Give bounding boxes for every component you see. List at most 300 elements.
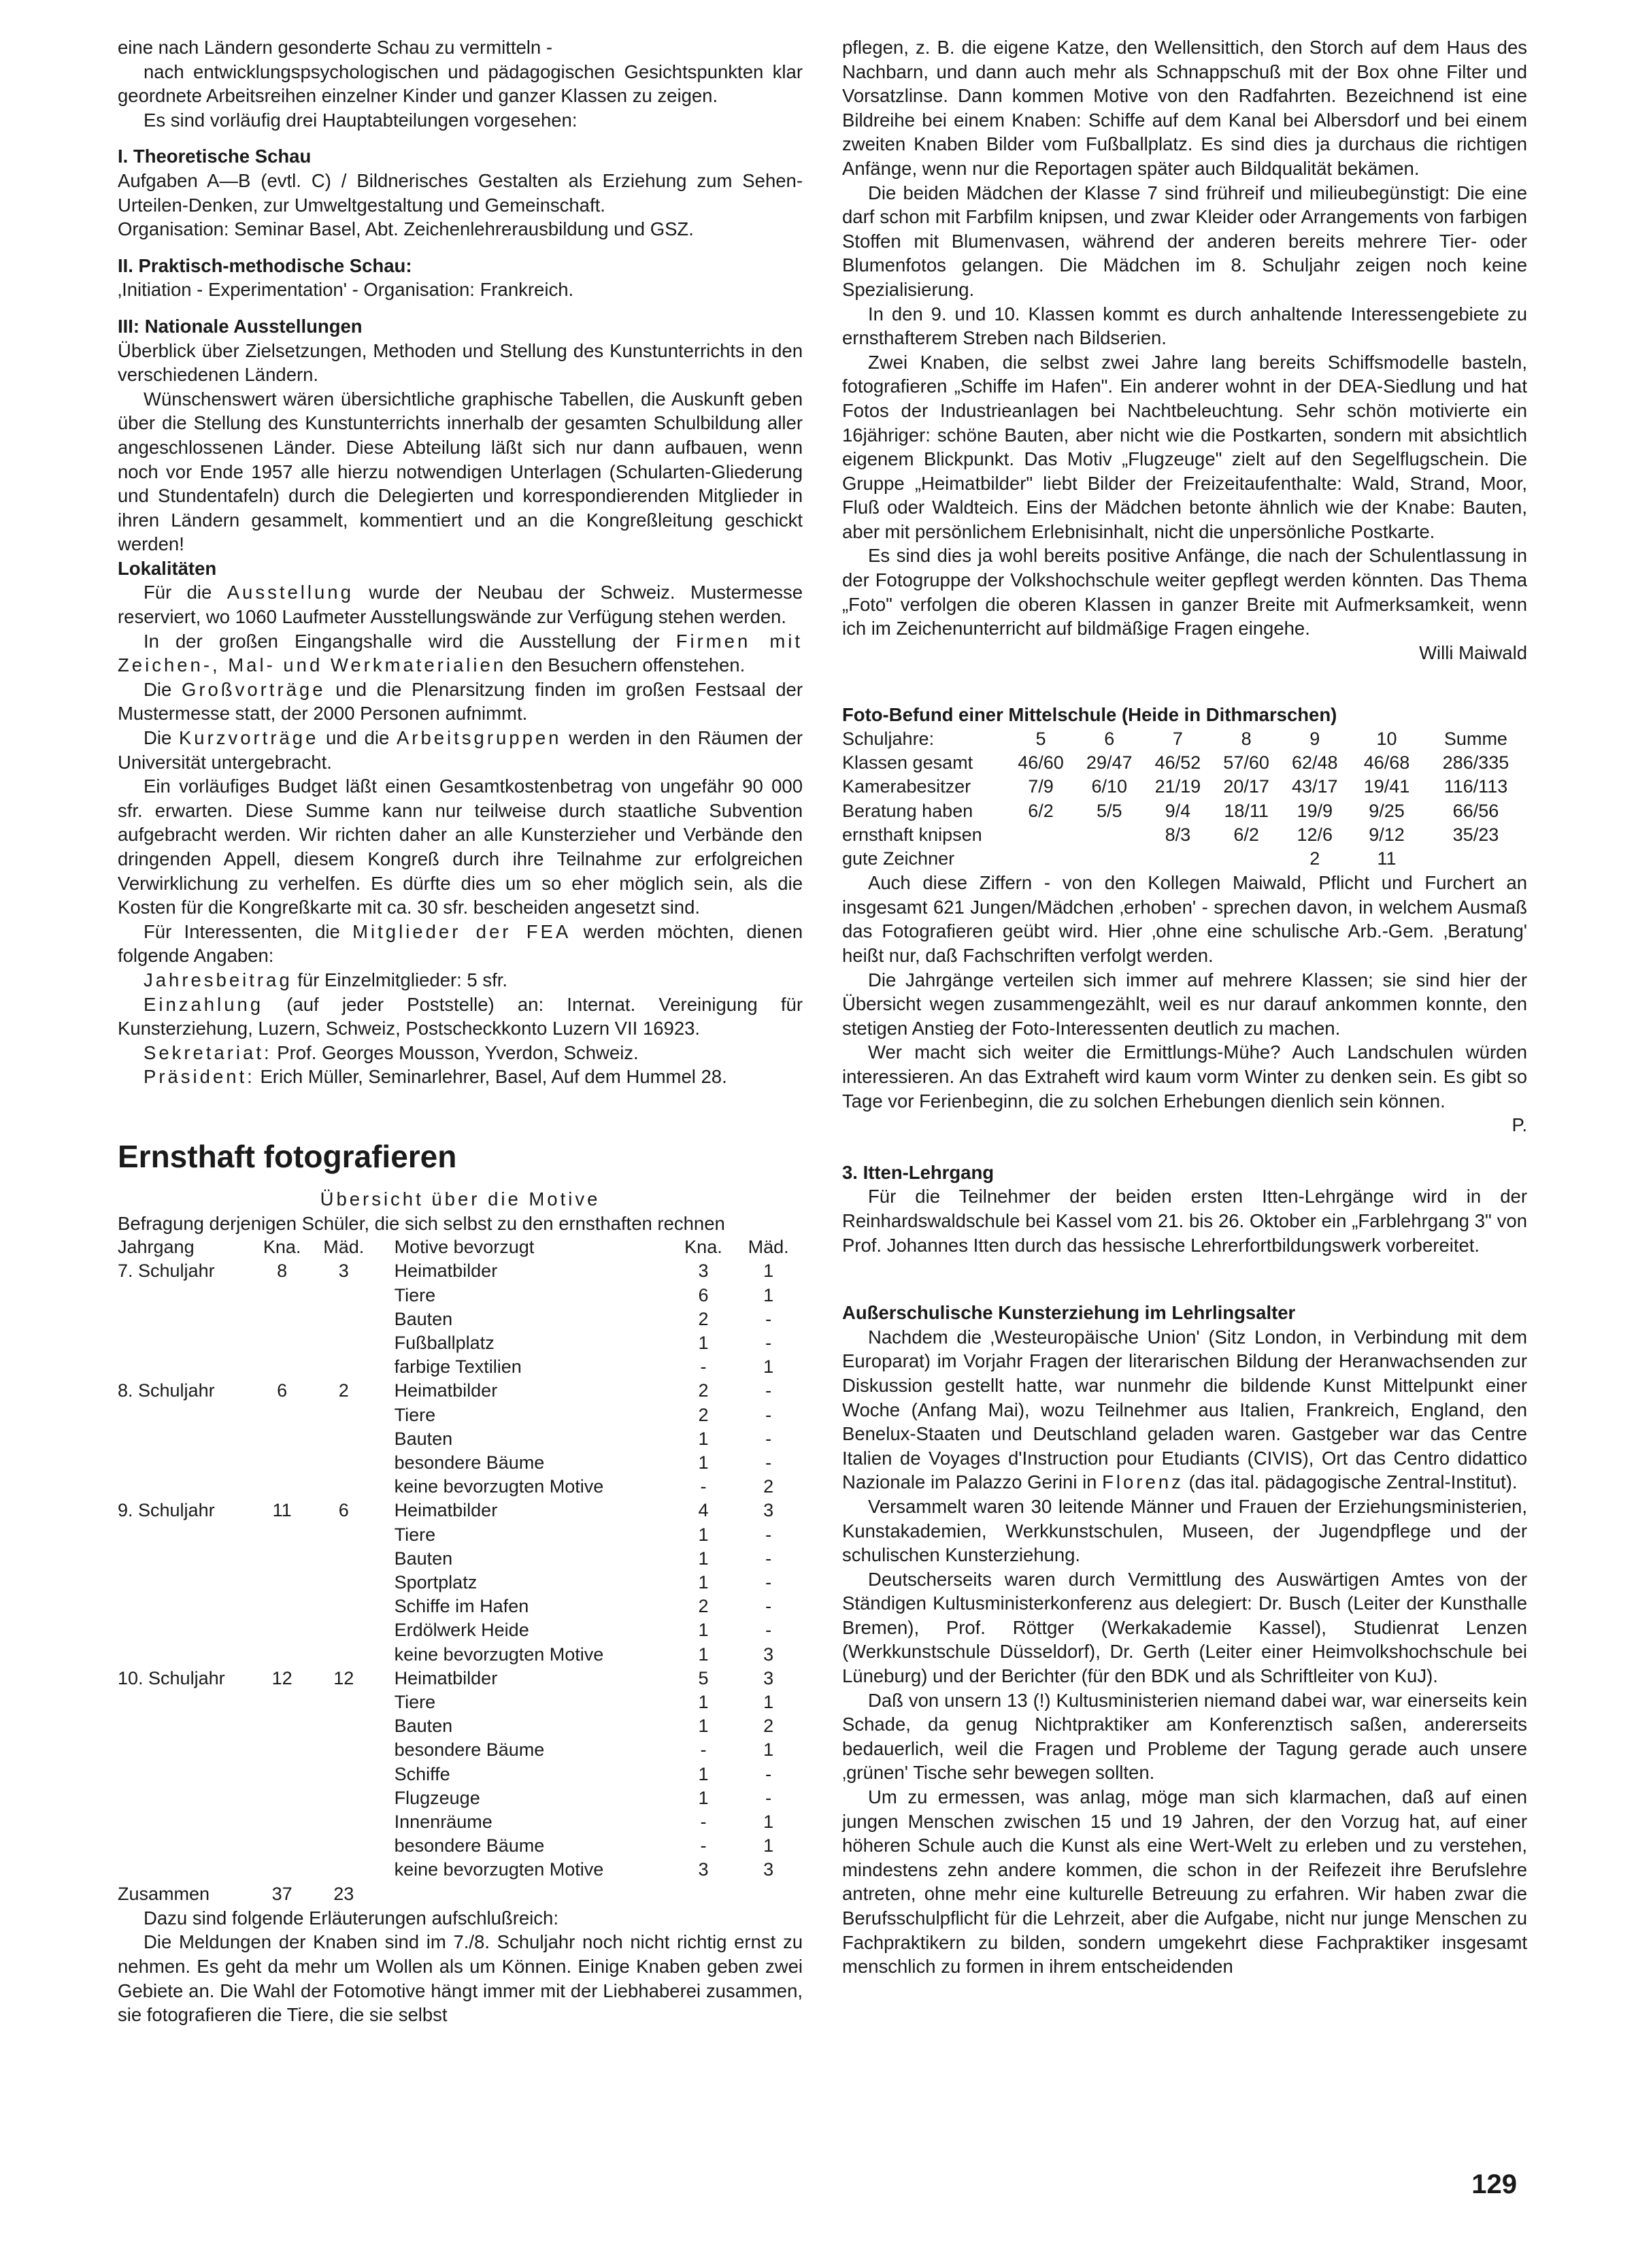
survey-cell xyxy=(118,1858,254,1882)
lokalitaeten-p1: Für die Ausstellung wurde der Neubau der Schweiz. Mustermesse reserviert, wo 1060 Laufmeter Ausstellungswände zur Verfügung stehen werden. xyxy=(118,582,803,628)
info-sekretariat: Sekretariat: Prof. Georges Mousson, Yverdon, Schweiz. xyxy=(144,1041,639,1063)
article-title: Ernsthaft fotografieren xyxy=(118,1138,457,1174)
survey-cell xyxy=(673,1882,735,1906)
info-einzahlung: Einzahlung (auf jeder Poststelle) an: Internat. Vereinigung für Kunsterziehung, Luzern, Schweiz, Postscheckkonto Luzern VII 16923. xyxy=(118,993,803,1039)
survey-cell: 3 xyxy=(763,1667,774,1688)
survey-cell xyxy=(254,1571,310,1595)
survey-cell: 2 xyxy=(763,1716,774,1737)
survey-cell xyxy=(118,1786,254,1810)
survey-cell: 8. Schuljahr xyxy=(118,1380,215,1401)
survey-cell: besondere Bäume xyxy=(394,1452,545,1473)
foto-cell: gute Zeichner xyxy=(842,848,955,869)
survey-cell xyxy=(118,1571,254,1595)
survey-cell: Tiere xyxy=(394,1404,436,1425)
survey-cell: keine bevorzugten Motive xyxy=(394,1644,604,1665)
survey-row xyxy=(118,1475,803,1499)
survey-cell: - xyxy=(700,1835,707,1856)
foto-cell: Beratung haben xyxy=(842,800,973,821)
survey-cell: Heimatbilder xyxy=(394,1667,498,1688)
foto-cell: 46/60 xyxy=(1018,752,1064,773)
foto-header-cell: Schuljahre: xyxy=(842,729,935,750)
survey-row xyxy=(118,1714,803,1738)
survey-row xyxy=(118,1403,803,1427)
survey-cell xyxy=(310,1834,378,1858)
survey-cell: Heimatbilder xyxy=(394,1380,498,1401)
survey-row xyxy=(118,1284,803,1307)
section-1-org: Organisation: Seminar Basel, Abt. Zeichenlehrerausbildung und GSZ. xyxy=(118,218,694,240)
survey-cell: Tiere xyxy=(394,1691,436,1712)
survey-cell: 3 xyxy=(338,1261,349,1282)
foto-row xyxy=(842,751,1527,775)
survey-cell: 2 xyxy=(338,1380,349,1401)
survey-cell: 3 xyxy=(698,1859,709,1880)
left-column xyxy=(118,35,803,2027)
right-p2: Die beiden Mädchen der Klasse 7 sind frühreif und milieubegünstigt: Die eine darf schon mit Farbfilm knipsen, und zwar Kleider oder Arrangements von farbigen Stoffen mit Blumenvasen, während der anderen bereits mehrere Tier- oder Blumenfotos gelangen. Die Mädchen im 8. Schuljahr zeigen noch keine Spezialisierung. xyxy=(842,182,1527,300)
survey-cell: 9. Schuljahr xyxy=(118,1500,215,1521)
lokalitaeten-p2: In der großen Eingangshalle wird die Ausstellung der Firmen mit Zeichen-, Mal- und Werkmaterialien den Besuchern offenstehen. xyxy=(118,630,803,676)
survey-cell: keine bevorzugten Motive xyxy=(394,1859,604,1880)
right-q1: Auch diese Ziffern - von den Kollegen Maiwald, Pflicht und Furchert an insgesamt 621 Jungen/Mädchen ‚erhoben' - sprechen davon, in welchem Ausmaß das Fotografieren geübt wird. Hier ‚ohne eine schulische Arb.-Gem. ‚Beratung' heißt nur, daß Fachschriften verfolgt werden. xyxy=(842,872,1527,967)
survey-cell: - xyxy=(765,1308,772,1329)
itten-title: 3. Itten-Lehrgang xyxy=(842,1161,995,1183)
survey-cell xyxy=(118,1523,254,1547)
lokalitaeten-p4: Die Kurzvorträge und die Arbeitsgruppen werden in den Räumen der Universität untergebracht. xyxy=(118,727,803,773)
survey-cell: Bauten xyxy=(394,1548,453,1569)
section-1-text: Aufgaben A—B (evtl. C) / Bildnerisches Gestalten als Erziehung zum Sehen-Urteilen-Denken, zur Umweltgestaltung und Gemeinschaft. xyxy=(118,169,803,216)
survey-cell: 1 xyxy=(698,1548,709,1569)
ausserschulisch-p3: Deutscherseits waren durch Vermittlung des Auswärtigen Amtes von der Ständigen Kultusministerkonferenz aus delegiert: Dr. Busch (Leiter der Kunsthalle Bremen), Prof. Röttger (Werkakademie Kassel), Studienrat Lenzen (Werkkunstschule Düsseldorf), Dr. Gerth (Leiter einer Heimvolkshochschule bei Lüneburg) und der Berichter (für den BDK und als Schriftleiter von KuJ). xyxy=(842,1568,1527,1687)
survey-cell xyxy=(254,1690,310,1714)
survey-cell xyxy=(310,1595,378,1618)
survey-cell: Innenräume xyxy=(394,1812,493,1832)
survey-cell xyxy=(254,1307,310,1331)
foto-cell: 57/60 xyxy=(1223,752,1269,773)
itten-text: Für die Teilnehmer der beiden ersten Itten-Lehrgänge wird in der Reinhardswaldschule bei Kassel vom 21. bis 26. Oktober ein „Farblehrgang 3" von Prof. Johannes Itten durch das hessische Lehrerfortbildungswerk vorbereitet. xyxy=(842,1186,1527,1256)
survey-cell: Heimatbilder xyxy=(394,1261,498,1282)
survey-cell xyxy=(254,1763,310,1786)
foto-header-cell: Summe xyxy=(1443,729,1507,750)
survey-cell xyxy=(310,1690,378,1714)
foto-cell: 7/9 xyxy=(1028,776,1054,797)
lokalitaeten-p5: Ein vorläufiges Budget läßt einen Gesamtkostenbetrag von ungefähr 90 000 sfr. erwarten. Diese Summe kann nur teilweise durch staatliche Subvention aufgebracht werden. Wir richten daher an alle Kunsterzieher und Verbände den dringenden Appell, diesem Kongreß durch ihre Teilnahme zur erfolgreichen Verwirklichung zu verhelfen. Es dürfte dies um so eher möglich sein, als die Kosten für die Kongreßkarte mit ca. 30 sfr. bescheiden angesetzt sind. xyxy=(118,776,803,918)
survey-cell: - xyxy=(700,1356,707,1378)
foto-cell: 43/17 xyxy=(1291,776,1338,797)
foto-cell: 9/4 xyxy=(1165,800,1191,821)
lokalitaeten-title: Lokalitäten xyxy=(118,557,217,579)
foto-cell: 6/2 xyxy=(1233,824,1259,845)
survey-cell xyxy=(254,1427,310,1451)
survey-cell xyxy=(254,1714,310,1738)
survey-cell: 2 xyxy=(698,1404,709,1425)
survey-cell xyxy=(254,1834,310,1858)
survey-cell: 5 xyxy=(698,1667,709,1688)
survey-cell: 1 xyxy=(698,1763,709,1784)
survey-row xyxy=(118,1618,803,1642)
foto-cell xyxy=(1212,847,1281,871)
survey-cell: - xyxy=(765,1548,772,1569)
survey-cell: - xyxy=(765,1404,772,1425)
ausserschulisch-title: Außerschulische Kunsterziehung im Lehrlingsalter xyxy=(842,1302,1296,1324)
survey-cell: - xyxy=(700,1739,707,1761)
survey-cell xyxy=(254,1475,310,1499)
survey-cell: 3 xyxy=(763,1500,774,1521)
survey-cell: - xyxy=(700,1812,707,1832)
section-3-title: III: Nationale Ausstellungen xyxy=(118,315,363,337)
survey-cell xyxy=(310,1858,378,1882)
survey-cell xyxy=(118,1618,254,1642)
survey-cell: - xyxy=(765,1787,772,1808)
survey-table xyxy=(118,1235,803,1906)
foto-cell: 2 xyxy=(1309,848,1320,869)
survey-cell: Schiffe im Hafen xyxy=(394,1596,529,1617)
foto-cell: 12/6 xyxy=(1297,824,1333,845)
survey-cell: 1 xyxy=(763,1835,774,1856)
survey-row xyxy=(118,1738,803,1762)
survey-header-row xyxy=(118,1235,803,1259)
foto-row xyxy=(842,847,1527,871)
foto-cell: 5/5 xyxy=(1096,800,1122,821)
survey-cell xyxy=(118,1643,254,1667)
intro-line-2: nach entwicklungspsychologischen und pädagogischen Gesichtspunkten klar geordnete Arbeitsreihen einzelner Kinder und ganzer Klassen zu zeigen. xyxy=(118,61,803,107)
survey-cell xyxy=(310,1786,378,1810)
survey-cell: Tiere xyxy=(394,1524,436,1545)
foto-cell xyxy=(1075,823,1143,847)
right-q2: Die Jahrgänge verteilen sich immer auf mehrere Klassen; sie sind hier der Übersicht wegen zusammengezählt, weil es nur darauf ankommen konnte, den stetigen Anstieg der Foto-Interessenten deutlich zu machen. xyxy=(842,969,1527,1039)
survey-cell: Bauten xyxy=(394,1716,453,1737)
survey-cell: Bauten xyxy=(394,1308,453,1329)
survey-cell xyxy=(378,1882,673,1906)
right-p3: In den 9. und 10. Klassen kommt es durch anhaltende Interessengebiete zu ernsthafterem Streben nach Bildserien. xyxy=(842,303,1527,349)
survey-header-cell: Kna. xyxy=(263,1237,301,1258)
survey-cell xyxy=(310,1571,378,1595)
survey-cell: 1 xyxy=(763,1284,774,1305)
survey-cell: besondere Bäume xyxy=(394,1739,545,1761)
survey-row xyxy=(118,1595,803,1618)
survey-row xyxy=(118,1834,803,1858)
survey-cell xyxy=(118,1284,254,1307)
survey-cell: 1 xyxy=(698,1620,709,1641)
survey-cell: Sportplatz xyxy=(394,1571,478,1592)
intro-line-1: eine nach Ländern gesonderte Schau zu vermitteln - xyxy=(118,37,553,58)
foto-header-cell: 9 xyxy=(1309,729,1320,750)
survey-header-cell: Motive bevorzugt xyxy=(394,1237,535,1258)
survey-cell xyxy=(310,1763,378,1786)
section-3-text-2: Wünschenswert wären übersichtliche graphische Tabellen, die Auskunft geben über die Stellung des Kunstunterrichts innerhalb der gesamten Schulbildung aller angeschlossenen Länder. Diese Abteilung läßt sich nur dann aufbauen, wenn noch vor Ende 1957 alle hierzu notwendigen Unterlagen (Schularten-Gliederung und Stundentafeln) durch die Delegierten und korrespondierenden Mitglieder in ihren Ländern gesammelt, kommentiert und an die Kongreßleitung geschickt werden! xyxy=(118,388,803,555)
foto-cell: Kamerabesitzer xyxy=(842,776,971,797)
foto-cell xyxy=(1007,847,1075,871)
survey-cell: 12 xyxy=(271,1667,293,1688)
foto-cell: 18/11 xyxy=(1224,800,1269,821)
survey-cell xyxy=(310,1331,378,1355)
survey-cell xyxy=(310,1451,378,1475)
foto-row xyxy=(842,823,1527,847)
foto-cell: 46/52 xyxy=(1154,752,1201,773)
foto-cell: 62/48 xyxy=(1291,752,1338,773)
survey-cell xyxy=(734,1882,803,1906)
survey-cell: 1 xyxy=(698,1716,709,1737)
section-2-text: ‚Initiation - Experimentation' - Organisation: Frankreich. xyxy=(118,279,574,301)
survey-cell xyxy=(118,1834,254,1858)
foto-cell xyxy=(1075,847,1143,871)
foto-cell: 8/3 xyxy=(1165,824,1191,845)
survey-cell: Fußballplatz xyxy=(394,1332,495,1353)
survey-header-cell: Mäd. xyxy=(323,1237,365,1258)
foto-cell: 6/2 xyxy=(1028,800,1054,821)
survey-cell xyxy=(118,1331,254,1355)
survey-cell: besondere Bäume xyxy=(394,1835,545,1856)
survey-cell: 2 xyxy=(698,1308,709,1329)
right-column xyxy=(842,35,1527,1979)
survey-cell: 1 xyxy=(698,1691,709,1712)
info-praesident: Präsident: Erich Müller, Seminarlehrer, Basel, Auf dem Hummel 28. xyxy=(144,1066,727,1088)
survey-row xyxy=(118,1571,803,1595)
survey-cell xyxy=(118,1355,254,1379)
section-1-title: I. Theoretische Schau xyxy=(118,146,312,167)
foto-cell: 9/12 xyxy=(1369,824,1405,845)
survey-cell xyxy=(254,1331,310,1355)
survey-cell: 2 xyxy=(698,1380,709,1401)
survey-cell xyxy=(310,1714,378,1738)
survey-cell xyxy=(310,1307,378,1331)
right-p4: Zwei Knaben, die selbst zwei Jahre lang bereits Schiffsmodelle basteln, fotografieren „Schiffe im Hafen". Ein anderer wohnt in der DEA-Siedlung und hat Fotos der Industrieanlagen bei Nachtbeleuchtung. Sehr schön motivierte ein 16jähriger: schöne Bauten, aber nicht wie die Postkarten, sondern mit absichtlich eigenem Blickpunkt. Das Motiv „Flugzeuge" zielt auf den Segelflugschein. Die Gruppe „Heimatbilder" liebt Bilder der Freizeitaufenthalte: Wald, Strand, Moor, Fluß oder Waldteich. Eins der Mädchen betonte ähnlich wie der Knabe: Bauten, aber mit persönlichem Erlebnisinhalt, nicht die unpersönliche Postkarte. xyxy=(842,351,1527,542)
survey-row xyxy=(118,1379,803,1403)
survey-cell xyxy=(118,1714,254,1738)
survey-cell: Schiffe xyxy=(394,1763,450,1784)
survey-cell xyxy=(118,1595,254,1618)
foto-cell: Klassen gesamt xyxy=(842,752,973,773)
survey-cell xyxy=(118,1810,254,1834)
survey-cell: 1 xyxy=(698,1524,709,1545)
survey-cell xyxy=(310,1618,378,1642)
survey-cell: 10. Schuljahr xyxy=(118,1667,225,1688)
survey-subtitle: Übersicht über die Motive xyxy=(320,1188,601,1210)
survey-cell: 1 xyxy=(698,1428,709,1449)
survey-cell xyxy=(310,1523,378,1547)
survey-row xyxy=(118,1763,803,1786)
survey-cell: - xyxy=(765,1380,772,1401)
survey-cell xyxy=(118,1427,254,1451)
survey-cell xyxy=(118,1451,254,1475)
survey-cell: 1 xyxy=(763,1739,774,1761)
survey-cell xyxy=(310,1355,378,1379)
ausserschulisch-p5: Um zu ermessen, was anlag, möge man sich klarmachen, daß auf einen jungen Menschen zwischen 15 und 19 Jahren, der den Vorzug hat, auf einer höheren Schule auch die Kunst als eine Wert-Welt zu erleben und zu verstehen, mindestens zehn andere kommen, die schon in der Reifezeit ihre Berufslehre antreten, ohne mehr eine kulturelle Betreuung zu erfahren. Wir haben zwar die Berufsschulpflicht für die Lehrzeit, aber die Aufgabe, nicht nur junge Menschen zu Fachpraktikern zu bilden, sondern umgekehrt diese Fachpraktiker insgesamt menschlich zu formen in ihrem entscheidenden xyxy=(842,1786,1527,1978)
survey-cell: keine bevorzugten Motive xyxy=(394,1476,604,1497)
foto-cell: ernsthaft knipsen xyxy=(842,824,982,845)
survey-cell xyxy=(118,1738,254,1762)
survey-row xyxy=(118,1882,803,1906)
survey-cell: - xyxy=(700,1476,707,1497)
survey-row xyxy=(118,1786,803,1810)
survey-cell xyxy=(118,1763,254,1786)
survey-cell xyxy=(310,1284,378,1307)
survey-cell xyxy=(254,1810,310,1834)
survey-after-1: Dazu sind folgende Erläuterungen aufschlußreich: xyxy=(144,1907,558,1929)
survey-cell: 1 xyxy=(763,1261,774,1282)
survey-cell xyxy=(254,1643,310,1667)
survey-header-cell: Jahrgang xyxy=(118,1237,195,1258)
foto-befund-title: Foto-Befund einer Mittelschule (Heide in Dithmarschen) xyxy=(842,704,1337,726)
survey-cell: 2 xyxy=(763,1476,774,1497)
foto-cell: 19/9 xyxy=(1297,800,1333,821)
right-p5: Es sind dies ja wohl bereits positive Anfänge, die nach der Schulentlassung in der Fotogruppe der Volkshochschule weiter gepflegt werden könnten. Das Thema „Foto" verfolgen die oberen Klassen in ganzer Breite mit Aufmerksamkeit, wenn ich im Zeichenunterricht auf bildmäßige Fragen eingehe. xyxy=(842,545,1527,639)
survey-cell: - xyxy=(765,1596,772,1617)
lokalitaeten-p3: Die Großvorträge und die Plenarsitzung finden im großen Festsaal der Mustermesse statt, der 2000 Personen aufnimmt. xyxy=(118,678,803,724)
survey-row xyxy=(118,1810,803,1834)
survey-cell xyxy=(254,1858,310,1882)
survey-cell: - xyxy=(765,1428,772,1449)
survey-row xyxy=(118,1451,803,1475)
survey-cell xyxy=(310,1427,378,1451)
survey-cell: 11 xyxy=(272,1500,292,1521)
survey-cell xyxy=(310,1810,378,1834)
foto-cell: 66/56 xyxy=(1452,800,1499,821)
survey-row xyxy=(118,1307,803,1331)
survey-row xyxy=(118,1331,803,1355)
foto-cell xyxy=(1143,847,1212,871)
foto-header-cell: 5 xyxy=(1035,729,1046,750)
survey-cell: 1 xyxy=(763,1812,774,1832)
foto-cell: 19/41 xyxy=(1363,776,1410,797)
survey-intro: Befragung derjenigen Schüler, die sich selbst zu den ernsthaften rechnen xyxy=(118,1212,725,1234)
survey-cell: Heimatbilder xyxy=(394,1500,498,1521)
survey-row xyxy=(118,1858,803,1882)
survey-row xyxy=(118,1499,803,1522)
survey-cell xyxy=(254,1523,310,1547)
survey-cell xyxy=(254,1284,310,1307)
survey-cell xyxy=(310,1403,378,1427)
survey-cell xyxy=(254,1786,310,1810)
foto-row xyxy=(842,775,1527,799)
survey-cell xyxy=(254,1451,310,1475)
survey-cell xyxy=(310,1738,378,1762)
survey-cell: 1 xyxy=(698,1571,709,1592)
survey-cell: - xyxy=(765,1452,772,1473)
survey-cell: 4 xyxy=(698,1500,709,1521)
foto-header-cell: 6 xyxy=(1104,729,1115,750)
survey-header-cell: Mäd. xyxy=(748,1237,789,1258)
survey-cell: - xyxy=(765,1620,772,1641)
survey-cell: 6 xyxy=(698,1284,709,1305)
survey-cell: 1 xyxy=(698,1332,709,1353)
survey-cell xyxy=(254,1547,310,1571)
foto-befund-table xyxy=(842,727,1527,871)
signature-p: P. xyxy=(1512,1114,1527,1136)
survey-cell: - xyxy=(765,1763,772,1784)
survey-cell: farbige Textilien xyxy=(394,1356,522,1378)
survey-cell: Erdölwerk Heide xyxy=(394,1620,529,1641)
page-number: 129 xyxy=(1471,2169,1517,2199)
survey-cell: Tiere xyxy=(394,1284,436,1305)
survey-cell xyxy=(118,1547,254,1571)
foto-header-cell: 8 xyxy=(1241,729,1252,750)
intro-line-3: Es sind vorläufig drei Hauptabteilungen vorgesehen: xyxy=(144,109,578,131)
survey-cell: 6 xyxy=(338,1500,349,1521)
right-p1: pflegen, z. B. die eigene Katze, den Wellensittich, den Storch auf dem Haus des Nachbarn, und dann auch mehr als Schnappschuß mit der Box ohne Filter und Vorsatzlinse. Dann kommen Motive von den Radfahrten. Bezeichnend ist eine Bildreihe bei einem Knaben: Schiffe auf dem Kanal bei Albersdorf und bei einem zweiten Knaben Bilder vom Fußballplatz. Es sind dies ja durchaus die richtigen Anfänge, wenn nur die Reportagen später auch Bildqualität bekämen. xyxy=(842,37,1527,179)
foto-cell: 46/68 xyxy=(1363,752,1410,773)
survey-cell: Flugzeuge xyxy=(394,1787,480,1808)
survey-cell: Zusammen xyxy=(118,1883,210,1904)
survey-cell: 7. Schuljahr xyxy=(118,1261,215,1282)
survey-cell: Bauten xyxy=(394,1428,453,1449)
survey-cell xyxy=(118,1307,254,1331)
survey-cell xyxy=(118,1475,254,1499)
lokalitaeten-p6: Für Interessenten, die Mitglieder der FEA werden möchten, dienen folgende Angaben: xyxy=(118,920,803,967)
foto-cell: 21/19 xyxy=(1154,776,1201,797)
survey-cell: 3 xyxy=(763,1644,774,1665)
survey-cell xyxy=(254,1618,310,1642)
foto-header-cell: 10 xyxy=(1376,729,1397,750)
foto-cell: 11 xyxy=(1377,848,1397,869)
survey-cell xyxy=(254,1403,310,1427)
survey-cell: 6 xyxy=(277,1380,288,1401)
ausserschulisch-p4: Daß von unsern 13 (!) Kultusministerien niemand dabei war, war einerseits kein Schade, da genug Nichtpraktiker am Konferenztisch saßen, andererseits bedauerlich, weil die Fragen und Probleme der Tagung gerade auch unsere ‚grünen' Tische sehr bewegen sollten. xyxy=(842,1689,1527,1784)
survey-cell xyxy=(254,1355,310,1379)
survey-cell: 1 xyxy=(763,1691,774,1712)
foto-cell: 286/335 xyxy=(1442,752,1509,773)
survey-row xyxy=(118,1547,803,1571)
ausserschulisch-p2: Versammelt waren 30 leitende Männer und Frauen der Erziehungsministerien, Kunstakademien, Werkkunstschulen, Museen, der Jugendpflege und der schulischen Kunsterziehung. xyxy=(842,1495,1527,1566)
survey-cell: 1 xyxy=(698,1787,709,1808)
foto-cell: 6/10 xyxy=(1091,776,1127,797)
survey-cell: 1 xyxy=(763,1356,774,1378)
survey-cell xyxy=(254,1595,310,1618)
right-q3: Wer macht sich weiter die Ermittlungs-Mühe? Auch Landschulen würden interessieren. An das Extraheft wird kaum vorm Winter zu denken sein. Es gibt so Tage vor Ferienbeginn, die zu solchen Erhebungen dienlich sein können. xyxy=(842,1041,1527,1112)
foto-row xyxy=(842,799,1527,823)
survey-cell: 12 xyxy=(333,1667,354,1688)
survey-cell: 3 xyxy=(698,1261,709,1282)
survey-cell xyxy=(254,1738,310,1762)
survey-row xyxy=(118,1427,803,1451)
survey-row xyxy=(118,1355,803,1379)
survey-cell xyxy=(118,1403,254,1427)
foto-header-cell: 7 xyxy=(1172,729,1183,750)
survey-cell: - xyxy=(765,1332,772,1353)
foto-cell xyxy=(1424,847,1527,871)
section-2-title: II. Praktisch-methodische Schau: xyxy=(118,254,412,276)
survey-cell: - xyxy=(765,1571,772,1592)
info-jahresbeitrag: Jahresbeitrag für Einzelmitglieder: 5 sfr. xyxy=(144,969,507,990)
survey-row xyxy=(118,1259,803,1283)
signature-maiwald: Willi Maiwald xyxy=(1419,641,1527,663)
foto-cell: 35/23 xyxy=(1452,824,1499,845)
survey-cell: 2 xyxy=(698,1596,709,1617)
survey-cell xyxy=(310,1643,378,1667)
survey-row xyxy=(118,1643,803,1667)
survey-cell: - xyxy=(765,1524,772,1545)
survey-row xyxy=(118,1667,803,1690)
foto-cell xyxy=(1007,823,1075,847)
foto-cell: 29/47 xyxy=(1086,752,1133,773)
survey-cell: 37 xyxy=(271,1883,293,1904)
survey-cell: 1 xyxy=(698,1452,709,1473)
foto-cell: 20/17 xyxy=(1223,776,1269,797)
foto-cell: 9/25 xyxy=(1369,800,1405,821)
survey-cell: 1 xyxy=(698,1644,709,1665)
section-3-text-1: Überblick über Zielsetzungen, Methoden und Stellung des Kunstunterrichts in den verschiedenen Ländern. xyxy=(118,339,803,386)
foto-header-row xyxy=(842,727,1527,751)
survey-after-2: Die Meldungen der Knaben sind im 7./8. Schuljahr noch nicht richtig ernst zu nehmen. Es geht da mehr um Wollen als um Können. Einige Knaben geben zwei Gebiete an. Die Wahl der Fotomotive hängt immer mit der Liebhaberei zusammen, sie fotografieren die Tiere, die sie selbst xyxy=(118,1931,803,2026)
ausserschulisch-p1: Nachdem die ‚Westeuropäische Union' (Sitz London, in Verbindung mit dem Europarat) im Vorjahr Fragen der literarischen Bildung der Heranwachsenden zur Diskussion gestellt hatte, war nunmehr die bildende Kunst Mittelpunkt einer Woche (Anfang Mai), wozu Teilnehmer aus Italien, Frankreich, England, den Benelux-Staaten und Deutschland geladen waren. Gastgeber war das Centre Italien de Voyages d'Instruction pour Etudiants (CIVIS), Ort das Centro didattico Nazionale im Palazzo Gerini in Florenz (das ital. pädagogische Zentral-Institut). xyxy=(842,1326,1527,1493)
survey-row xyxy=(118,1690,803,1714)
survey-row xyxy=(118,1523,803,1547)
survey-cell: 23 xyxy=(333,1883,354,1904)
foto-cell: 116/113 xyxy=(1443,776,1508,797)
survey-cell xyxy=(310,1475,378,1499)
survey-header-cell: Kna. xyxy=(684,1237,722,1258)
survey-cell xyxy=(310,1547,378,1571)
survey-cell: 3 xyxy=(763,1859,774,1880)
survey-cell xyxy=(118,1690,254,1714)
